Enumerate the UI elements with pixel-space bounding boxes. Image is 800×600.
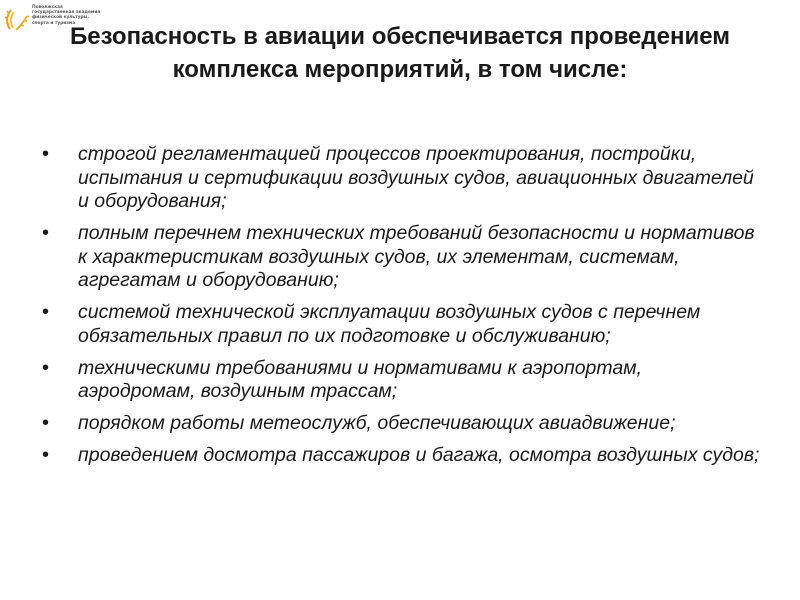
list-item-text: полным перечнем технических требований безопасности и нормативов к характеристикам воздушных судов, их элементам, системам, агрегатам и оборудованию; — [78, 222, 755, 291]
list-item — [42, 357, 762, 404]
list-item — [42, 222, 762, 293]
list-item — [42, 412, 762, 436]
bullet-icon: • — [42, 143, 50, 165]
list-item-text: техническими требованиями и нормативами к аэропортам, аэродромам, воздушным трассам; — [78, 356, 643, 402]
list-item-text: проведением досмотра пассажиров и багажа, осмотра воздушных судов; — [78, 444, 760, 466]
logo-line: физической культуры, — [32, 15, 90, 21]
bullet-icon: • — [42, 412, 50, 434]
list-item-text: строгой регламентацией процессов проектирования, постройки, испытания и сертификации воздушных судов, авиационных двигателей и оборудования; — [78, 143, 754, 212]
list-item-text: порядком работы метеослужб, обеспечивающих авиадвижение; — [78, 412, 676, 434]
list-item — [42, 301, 762, 348]
laurel-wreath-logo-icon — [4, 4, 30, 32]
bullet-list — [42, 143, 762, 476]
logo-line: спорта и туризма — [32, 20, 76, 26]
bullet-icon: • — [42, 222, 50, 244]
list-item-text: системой технической эксплуатации воздушных судов с перечнем обязательных правил по их подготовке и обслуживанию; — [78, 301, 701, 347]
list-item — [42, 444, 762, 468]
logo-line: государственная академия — [32, 10, 101, 16]
logo-line: Поволжская — [32, 5, 63, 10]
slide-title: Безопасность в авиации обеспечивается проведением комплекса мероприятий, в том числе: — [70, 23, 730, 83]
bullet-icon: • — [42, 301, 50, 323]
bullet-icon: • — [42, 356, 50, 379]
list-item — [42, 143, 762, 214]
bullet-icon: • — [42, 444, 50, 466]
